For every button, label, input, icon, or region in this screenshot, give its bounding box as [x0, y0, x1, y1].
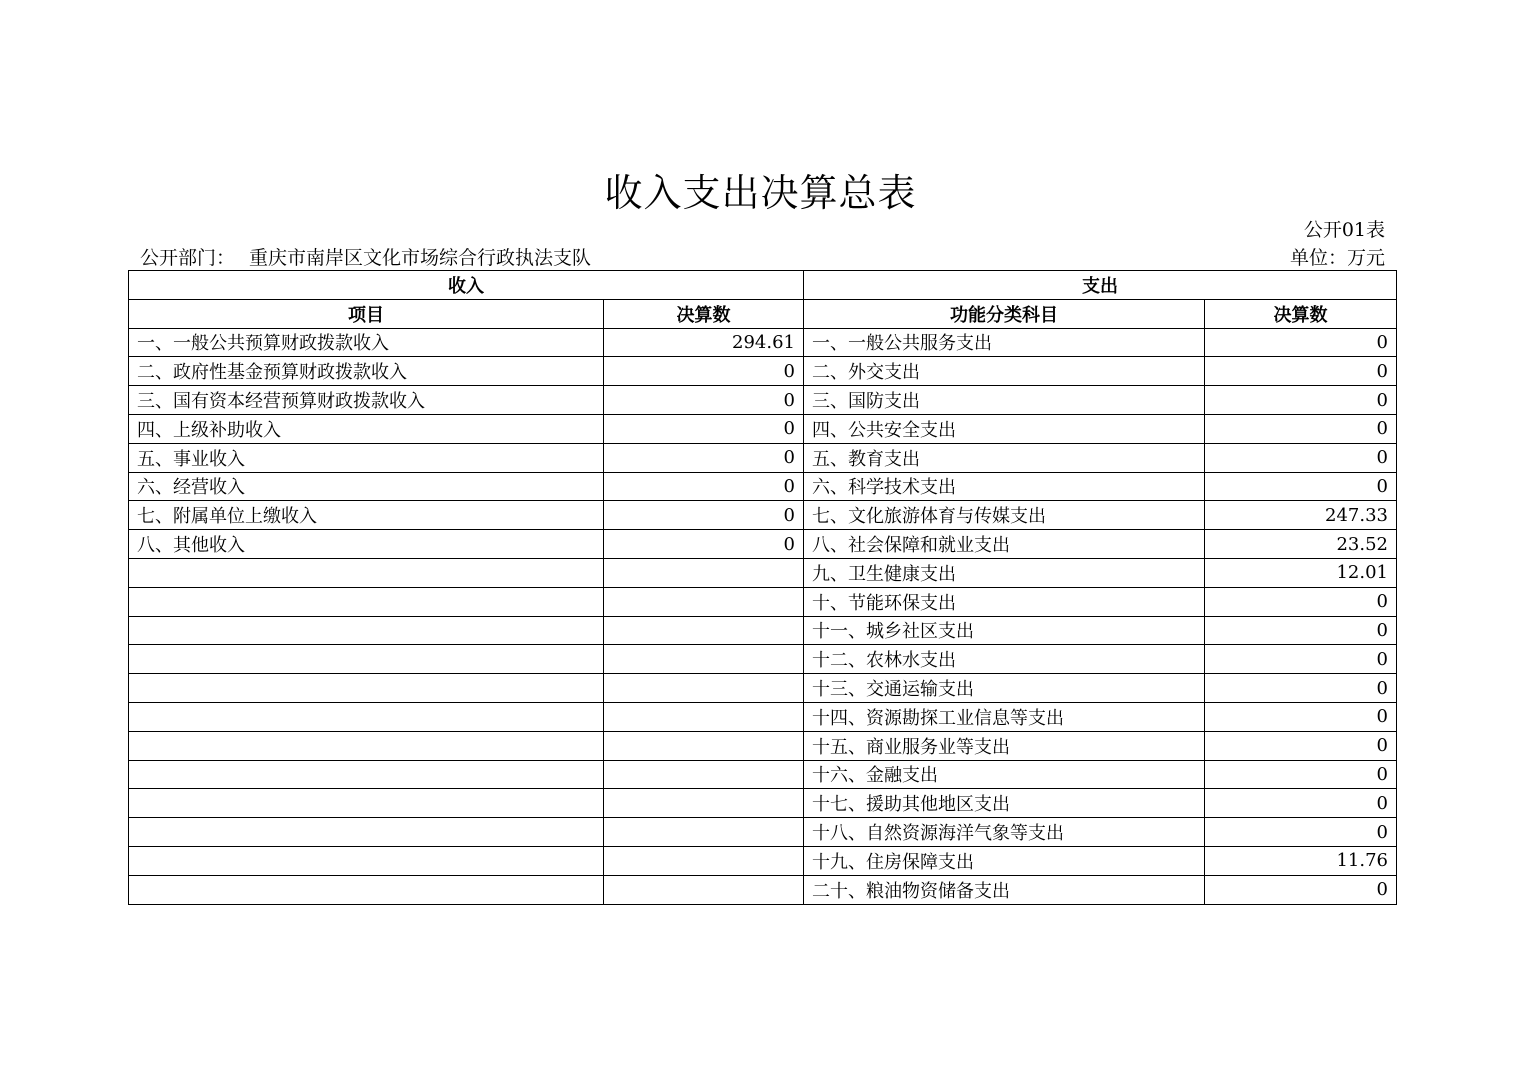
table-body [129, 328, 1397, 904]
table-row [129, 472, 1397, 501]
table-row [129, 501, 1397, 530]
expense-amount-cell: 0 [1205, 357, 1397, 386]
table-row [129, 558, 1397, 587]
expense-item-cell: 十九、住房保障支出 [804, 846, 1205, 875]
table-code: 公开01表 [1303, 219, 1385, 241]
expense-amount-cell: 0 [1205, 789, 1397, 818]
income-amount-cell [604, 731, 804, 760]
expense-item-cell: 六、科学技术支出 [804, 472, 1205, 501]
expense-section-header: 支出 [804, 271, 1397, 300]
expense-amount-cell: 0 [1205, 587, 1397, 616]
income-amount-cell: 0 [604, 472, 804, 501]
expense-amount-cell: 0 [1205, 328, 1397, 357]
income-amount-cell: 0 [604, 443, 804, 472]
table-row [129, 386, 1397, 415]
income-item-cell: 三、国有资本经营预算财政拨款收入 [129, 386, 604, 415]
table-row [129, 328, 1397, 357]
table-row [129, 587, 1397, 616]
table-row [129, 875, 1397, 904]
expense-item-cell: 五、教育支出 [804, 443, 1205, 472]
income-amount-cell [604, 674, 804, 703]
expense-item-cell: 十、节能环保支出 [804, 587, 1205, 616]
expense-item-header: 功能分类科目 [804, 299, 1205, 328]
expense-amount-cell: 0 [1205, 443, 1397, 472]
table-row [129, 702, 1397, 731]
income-item-cell [129, 731, 604, 760]
table-row [129, 414, 1397, 443]
income-item-cell [129, 702, 604, 731]
expense-amount-cell: 0 [1205, 414, 1397, 443]
income-item-cell [129, 789, 604, 818]
expense-amount-cell: 23.52 [1205, 530, 1397, 559]
expense-item-cell: 一、一般公共服务支出 [804, 328, 1205, 357]
income-amount-cell [604, 760, 804, 789]
income-item-cell: 五、事业收入 [129, 443, 604, 472]
income-amount-cell: 0 [604, 414, 804, 443]
expense-amount-cell: 0 [1205, 875, 1397, 904]
income-amount-cell [604, 587, 804, 616]
table-row [129, 789, 1397, 818]
expense-amount-cell: 247.33 [1205, 501, 1397, 530]
department-line [140, 243, 591, 270]
income-amount-cell [604, 702, 804, 731]
income-item-cell [129, 558, 604, 587]
expense-item-cell: 十一、城乡社区支出 [804, 616, 1205, 645]
expense-item-cell: 二十、粮油物资储备支出 [804, 875, 1205, 904]
expense-amount-cell: 0 [1205, 472, 1397, 501]
income-item-header: 项目 [129, 299, 604, 328]
income-amount-cell [604, 846, 804, 875]
department-label: 公开部门： [140, 247, 236, 269]
table-row [129, 616, 1397, 645]
income-amount-cell: 294.61 [604, 328, 804, 357]
expense-item-cell: 四、公共安全支出 [804, 414, 1205, 443]
table-row [129, 846, 1397, 875]
income-item-cell [129, 674, 604, 703]
income-item-cell: 六、经营收入 [129, 472, 604, 501]
income-item-cell [129, 587, 604, 616]
expense-amount-cell: 0 [1205, 616, 1397, 645]
expense-item-cell: 十三、交通运输支出 [804, 674, 1205, 703]
expense-item-cell: 十八、自然资源海洋气象等支出 [804, 818, 1205, 847]
department-name: 重庆市南岸区文化市场综合行政执法支队 [249, 247, 592, 269]
expense-amount-cell: 0 [1205, 674, 1397, 703]
income-item-cell: 八、其他收入 [129, 530, 604, 559]
expense-amount-cell: 0 [1205, 386, 1397, 415]
income-amount-cell: 0 [604, 501, 804, 530]
income-amount-cell: 0 [604, 386, 804, 415]
income-amount-cell [604, 875, 804, 904]
expense-item-cell: 十二、农林水支出 [804, 645, 1205, 674]
income-item-cell [129, 645, 604, 674]
expense-item-cell: 十五、商业服务业等支出 [804, 731, 1205, 760]
expense-amount-cell: 11.76 [1205, 846, 1397, 875]
income-amount-header: 决算数 [604, 299, 804, 328]
expense-item-cell: 十七、援助其他地区支出 [804, 789, 1205, 818]
table-row [129, 443, 1397, 472]
income-item-cell [129, 616, 604, 645]
expense-item-cell: 二、外交支出 [804, 357, 1205, 386]
expense-item-cell: 八、社会保障和就业支出 [804, 530, 1205, 559]
income-amount-cell: 0 [604, 357, 804, 386]
income-item-cell [129, 875, 604, 904]
table-row [129, 357, 1397, 386]
income-item-cell: 一、一般公共预算财政拨款收入 [129, 328, 604, 357]
income-section-header: 收入 [129, 271, 804, 300]
expense-item-cell: 七、文化旅游体育与传媒支出 [804, 501, 1205, 530]
income-item-cell: 七、附属单位上缴收入 [129, 501, 604, 530]
income-amount-cell [604, 818, 804, 847]
table-row [129, 818, 1397, 847]
income-amount-cell [604, 558, 804, 587]
income-amount-cell [604, 645, 804, 674]
income-item-cell [129, 818, 604, 847]
unit-label: 单位：万元 [1289, 247, 1385, 269]
table-row [129, 674, 1397, 703]
expense-amount-cell: 0 [1205, 702, 1397, 731]
income-item-cell [129, 760, 604, 789]
income-amount-cell [604, 789, 804, 818]
expense-item-cell: 十四、资源勘探工业信息等支出 [804, 702, 1205, 731]
page-title: 收入支出决算总表 [604, 171, 917, 215]
expense-amount-header: 决算数 [1205, 299, 1397, 328]
income-item-cell [129, 846, 604, 875]
expense-amount-cell: 0 [1205, 645, 1397, 674]
expense-item-cell: 三、国防支出 [804, 386, 1205, 415]
table-row [129, 645, 1397, 674]
table-row [129, 760, 1397, 789]
expense-amount-cell: 0 [1205, 731, 1397, 760]
expense-item-cell: 十六、金融支出 [804, 760, 1205, 789]
table-row [129, 530, 1397, 559]
expense-amount-cell: 12.01 [1205, 558, 1397, 587]
expense-amount-cell: 0 [1205, 818, 1397, 847]
income-expense-table [128, 270, 1397, 905]
income-amount-cell [604, 616, 804, 645]
expense-item-cell: 九、卫生健康支出 [804, 558, 1205, 587]
income-amount-cell: 0 [604, 530, 804, 559]
expense-amount-cell: 0 [1205, 760, 1397, 789]
income-item-cell: 二、政府性基金预算财政拨款收入 [129, 357, 604, 386]
table-row [129, 731, 1397, 760]
income-item-cell: 四、上级补助收入 [129, 414, 604, 443]
